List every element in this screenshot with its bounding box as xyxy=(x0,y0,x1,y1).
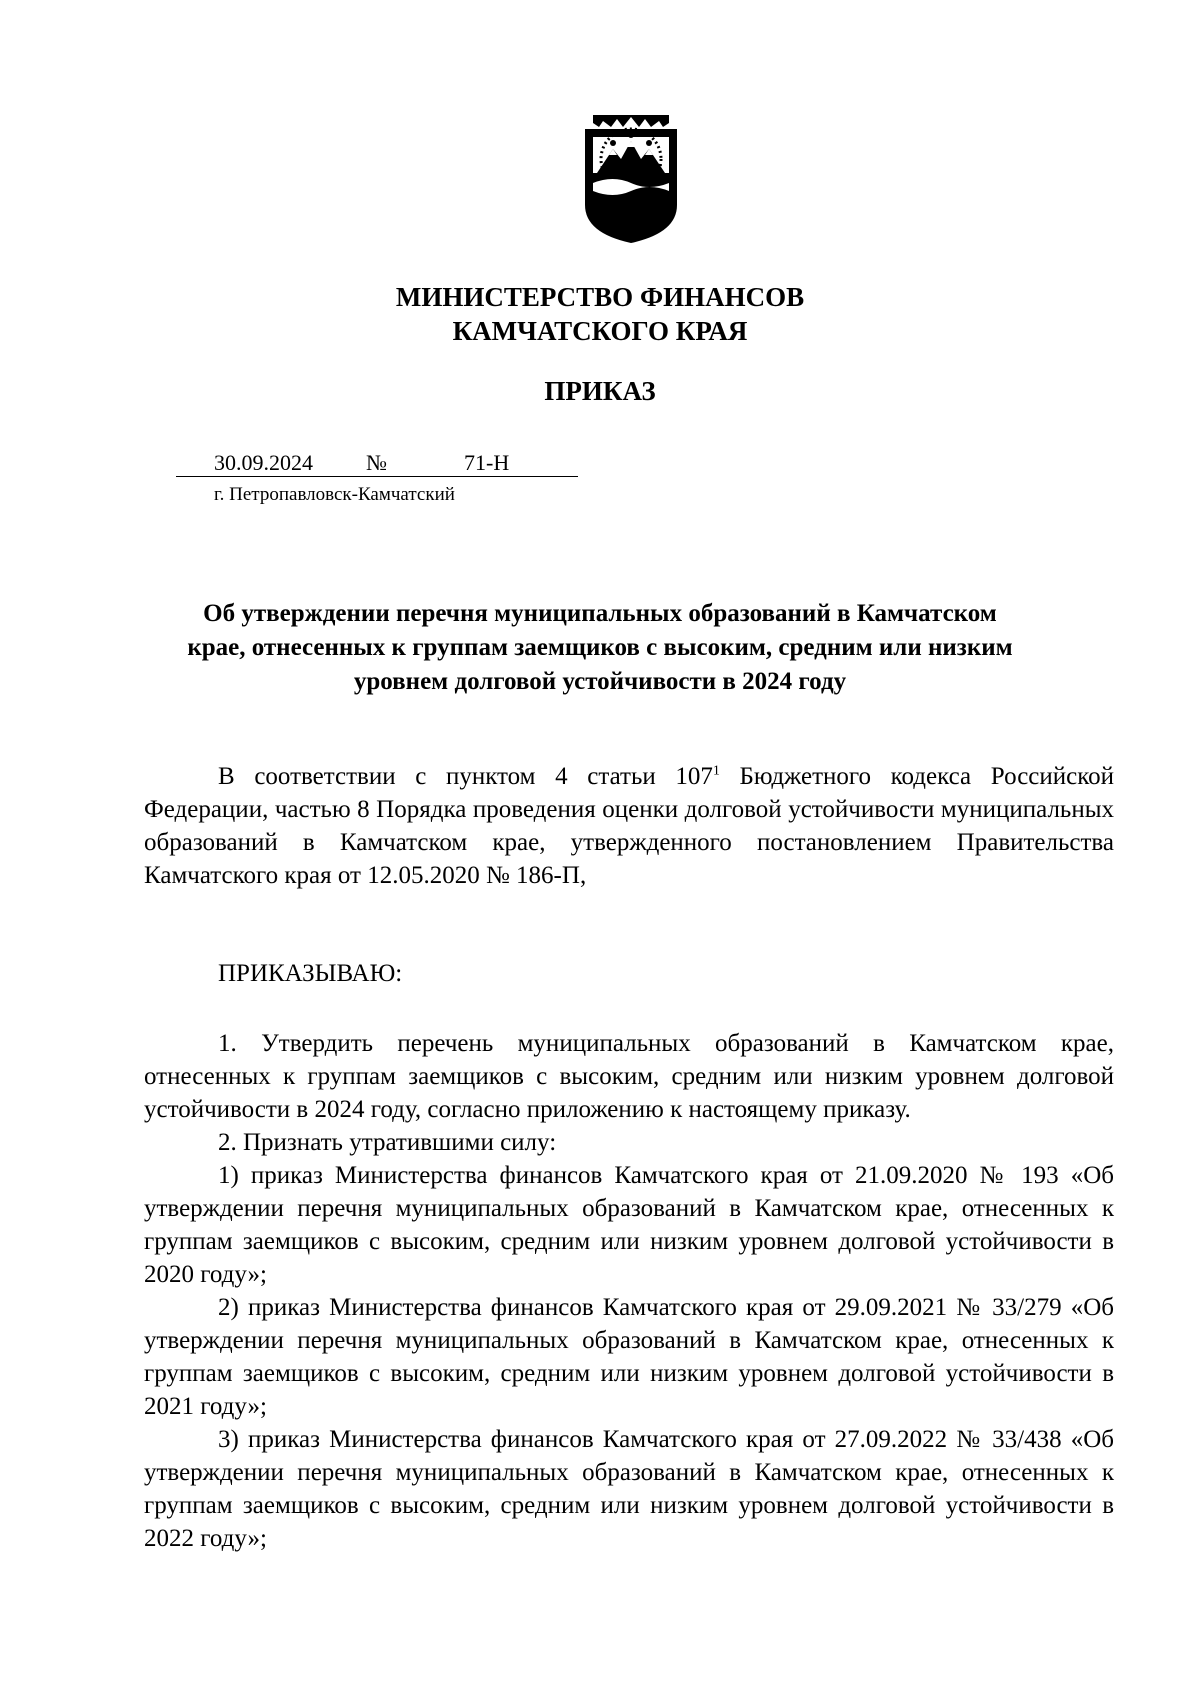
intro-text-b: Бюджетного кодекса Российской Федерации, частью 8 Порядка проведения оценки долговой устойчивости муниципальных образований в Камчатском крае, утвержденного постановлением Правительства Камчатского края от 12.05.2020 № 186-П, xyxy=(144,763,1115,889)
document-title xyxy=(150,597,1050,699)
intro-superscript: 1 xyxy=(712,763,720,779)
list-item: 1. Утвердить перечень муниципальных образований в Камчатском крае, отнесенных к группам заемщиков с высоким, средним или низким уровнем долговой устойчивости в 2024 году, согласно приложению к настоящему приказу. xyxy=(144,1030,1114,1123)
ministry-name-line2: КАМЧАТСКОГО КРАЯ xyxy=(452,316,748,346)
title-line: Об утверждении перечня муниципальных образований в Камчатском xyxy=(203,600,997,627)
order-word: ПРИКАЗЫВАЮ: xyxy=(218,960,403,987)
document-number: 71-Н xyxy=(464,450,510,475)
underline xyxy=(176,476,578,477)
date-number-line xyxy=(176,449,578,479)
order-word-block xyxy=(144,957,1114,990)
city: г. Петропавловск-Камчатский xyxy=(214,484,455,505)
document-type: ПРИКАЗ xyxy=(544,376,656,406)
intro-text-a: В соответствии с пунктом 4 статьи 107 xyxy=(218,763,713,790)
list-item: 3) приказ Министерства финансов Камчатского края от 27.09.2022 № 33/438 «Об утверждении перечня муниципальных образований в Камчатском крае, отнесенных к группам заемщиков с высоким, средним или низким уровнем долговой устойчивости в 2022 году»; xyxy=(144,1426,1114,1552)
number-sign: № xyxy=(366,450,387,475)
title-line: крае, отнесенных к группам заемщиков с высоким, средним или низким xyxy=(187,634,1013,661)
coat-of-arms-icon xyxy=(579,113,683,245)
list-item: 2. Признать утратившими силу: xyxy=(218,1129,557,1156)
document-date: 30.09.2024 xyxy=(214,450,313,475)
order-items xyxy=(144,1027,1114,1555)
intro-paragraph xyxy=(144,760,1114,892)
list-item: 1) приказ Министерства финансов Камчатского края от 21.09.2020 № 193 «Об утверждении перечня муниципальных образований в Камчатском крае, отнесенных к группам заемщиков с высоким, средним или низким уровнем долговой устойчивости в 2020 году»; xyxy=(144,1162,1114,1288)
ministry-name-line1: МИНИСТЕРСТВО ФИНАНСОВ xyxy=(395,282,805,312)
list-item: 2) приказ Министерства финансов Камчатского края от 29.09.2021 № 33/279 «Об утверждении перечня муниципальных образований в Камчатском крае, отнесенных к группам заемщиков с высоким, средним или низким уровнем долговой устойчивости в 2021 году»; xyxy=(144,1294,1114,1420)
title-line: уровнем долговой устойчивости в 2024 году xyxy=(353,668,847,695)
